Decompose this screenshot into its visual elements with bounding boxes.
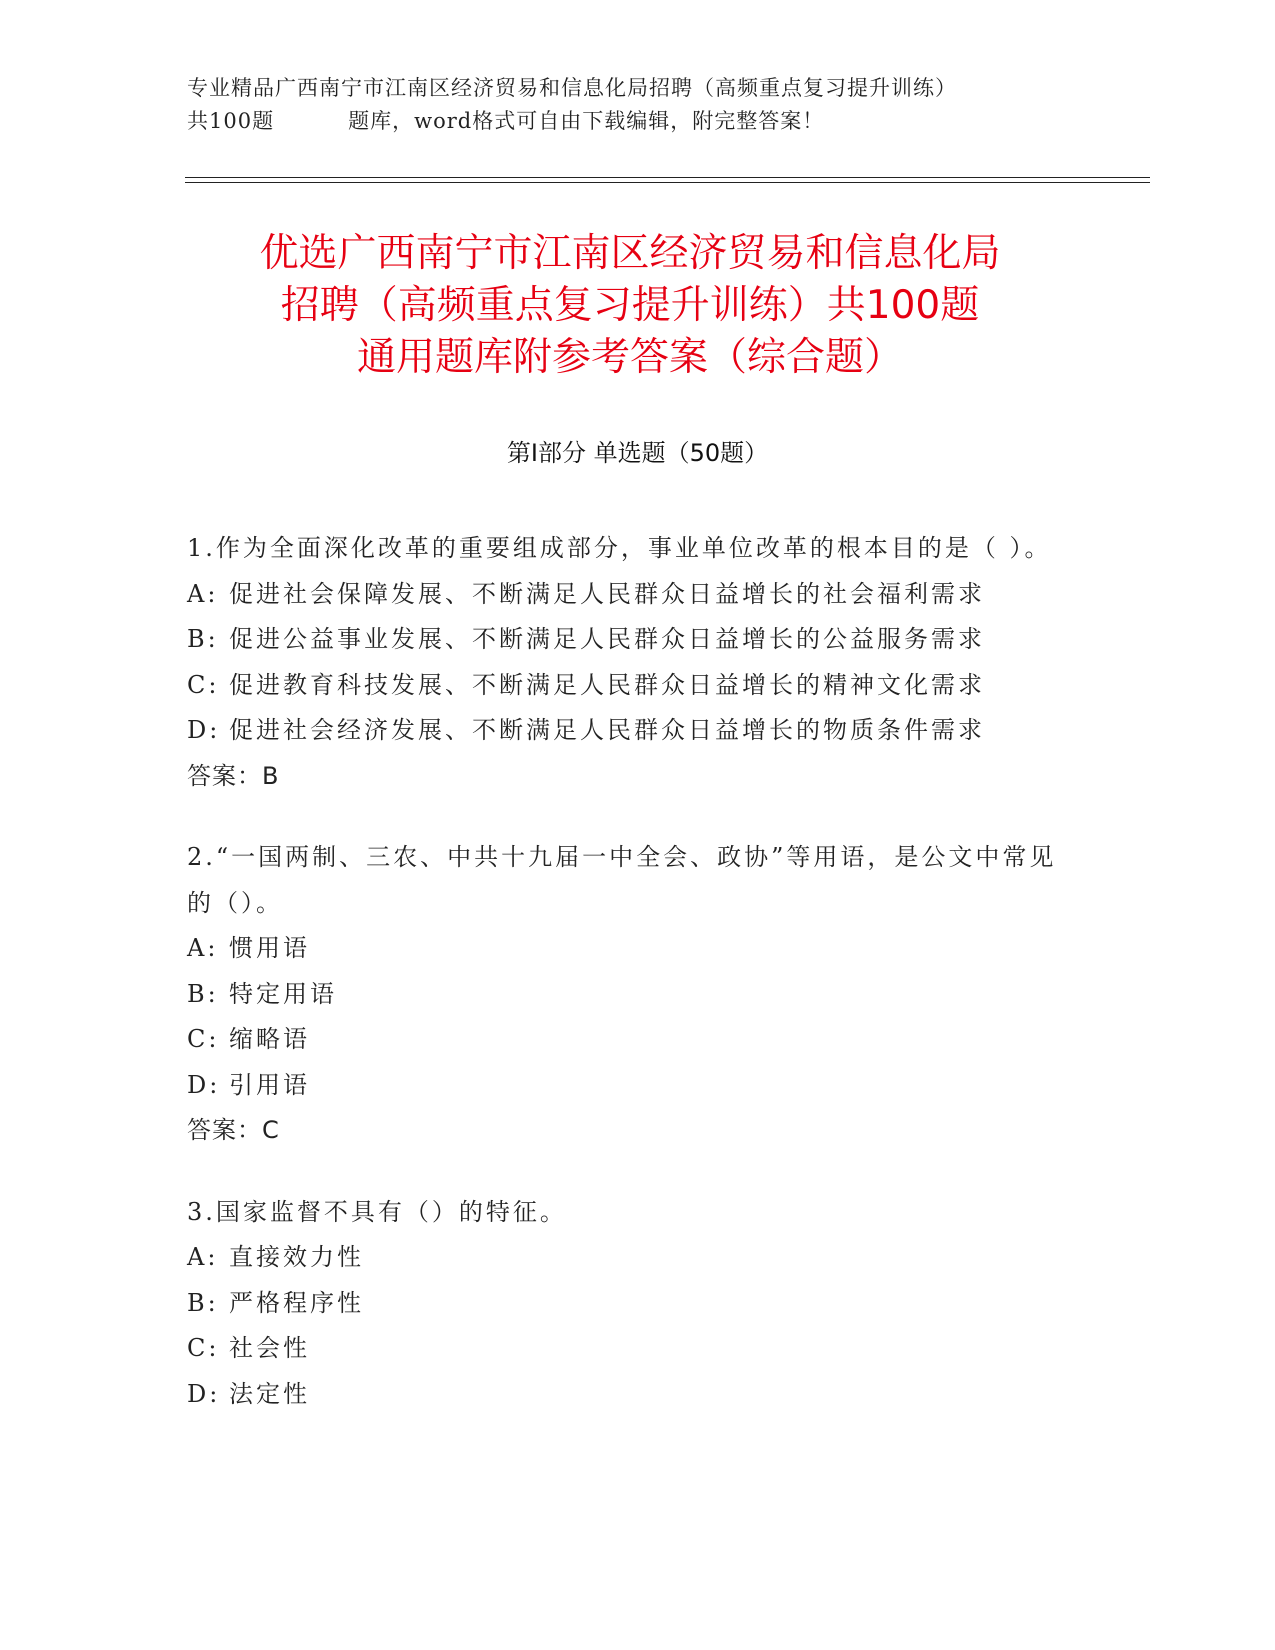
question-stem: 1.作为全面深化改革的重要组成部分，事业单位改革的根本目的是（ ）。 — [187, 534, 1052, 562]
page-header — [187, 72, 1087, 138]
section-title: 第Ⅰ部分 单选题（50题） — [506, 439, 769, 467]
option-a: A: 直接效力性 — [187, 1243, 364, 1271]
header-count: 共100题 — [187, 109, 275, 133]
question-stem: 2.“一国两制、三农、中共十九届一中全会、政协”等用语，是公文中常见的（）。 — [187, 843, 1057, 917]
question-2 — [187, 835, 1067, 1154]
option-a: A: 惯用语 — [187, 934, 310, 962]
question-1 — [187, 526, 1067, 799]
header-line-2 — [187, 105, 1087, 138]
option-c: C: 促进教育科技发展、不断满足人民群众日益增长的精神文化需求 — [187, 670, 985, 699]
option-d: D: 促进社会经济发展、不断满足人民群众日益增长的物质条件需求 — [187, 716, 985, 744]
option-c: C: 社会性 — [187, 1334, 310, 1362]
header-line-1: 专业精品广西南宁市江南区经济贸易和信息化局招聘（高频重点复习提升训练） — [187, 76, 957, 100]
header-divider-thick — [185, 182, 1150, 183]
option-b: B: 促进公益事业发展、不断满足人民群众日益增长的公益服务需求 — [187, 625, 985, 653]
header-note: 题库，word格式可自由下载编辑，附完整答案！ — [348, 109, 825, 133]
document-title — [160, 228, 1100, 384]
option-b: B: 特定用语 — [187, 979, 337, 1008]
question-list — [187, 526, 1067, 1453]
header-divider-thin — [185, 177, 1150, 178]
option-c: C: 缩略语 — [187, 1025, 310, 1053]
title-line-1: 优选广西南宁市江南区经济贸易和信息化局 — [259, 231, 1001, 276]
question-3 — [187, 1190, 1067, 1418]
question-stem: 3.国家监督不具有（）的特征。 — [187, 1197, 567, 1226]
option-d: D: 法定性 — [187, 1379, 310, 1408]
answer: 答案：B — [187, 761, 280, 790]
option-d: D: 引用语 — [187, 1070, 310, 1099]
title-line-3: 通用题库附参考答案（综合题） — [356, 335, 903, 380]
title-line-2: 招聘（高频重点复习提升训练）共100题 — [280, 283, 980, 328]
option-b: B: 严格程序性 — [187, 1288, 364, 1317]
option-a: A: 促进社会保障发展、不断满足人民群众日益增长的社会福利需求 — [187, 579, 985, 608]
answer: 答案：C — [187, 1116, 280, 1144]
